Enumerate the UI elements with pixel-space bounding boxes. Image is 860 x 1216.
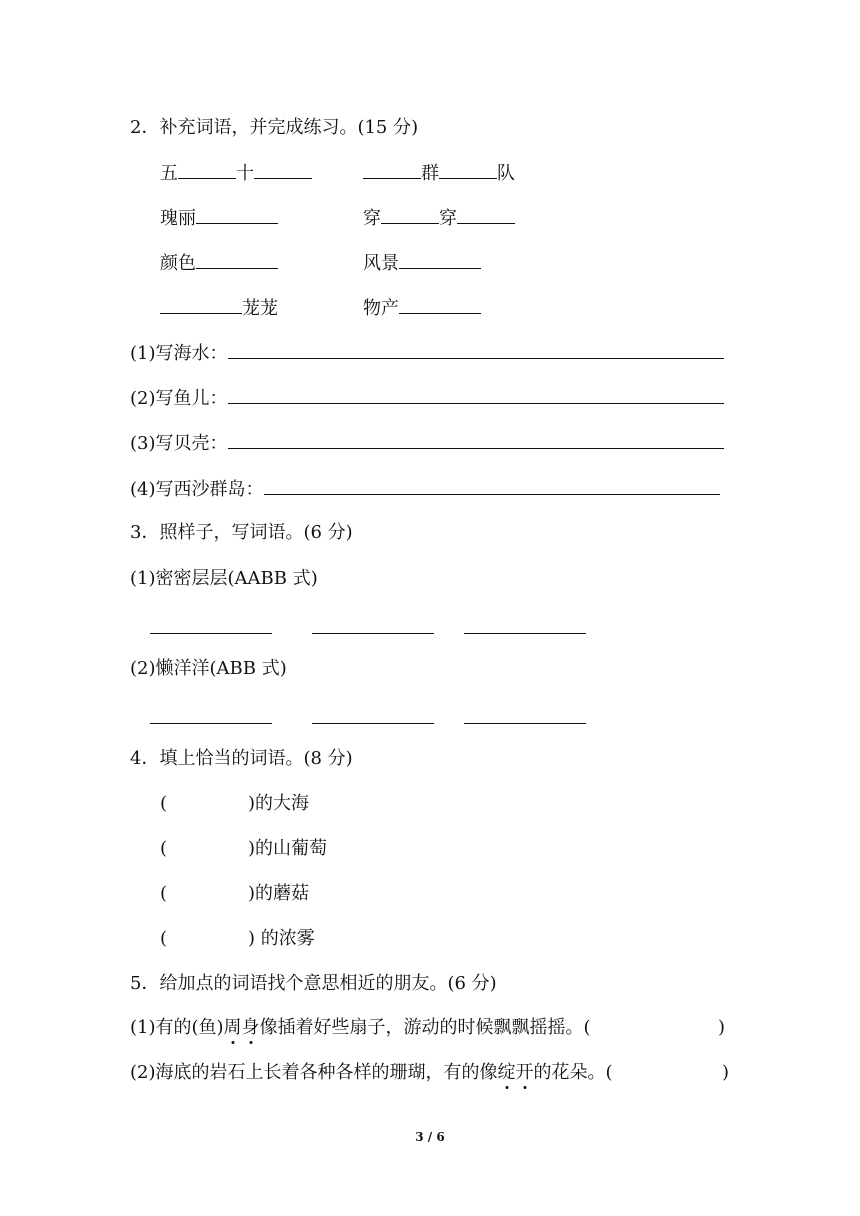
q4-item-text: )的大海: [248, 793, 310, 814]
emphasized-char: 开: [515, 1062, 534, 1083]
q5-title: 5．给加点的词语找个意思相近的朋友。(6 分): [130, 973, 497, 994]
open-paren: (: [160, 883, 168, 904]
close-paren: ): [718, 1017, 726, 1038]
blank[interactable]: [363, 160, 421, 179]
q2-row4-left: [160, 295, 278, 322]
q2-row1-right: [363, 160, 515, 187]
emphasized-char: 绽: [497, 1062, 516, 1083]
blank[interactable]: [381, 205, 439, 224]
char-qun: 群: [421, 163, 439, 184]
answer-line[interactable]: [312, 722, 434, 724]
answer-line[interactable]: [150, 632, 272, 634]
answer-line[interactable]: [264, 476, 720, 495]
char-wu: 五: [160, 163, 178, 184]
sentence-text: 像插着好些扇子，游动的时候飘飘摇摇。(: [259, 1017, 591, 1038]
q2-row2-right: [363, 205, 515, 232]
char-chuan: 穿: [363, 208, 381, 229]
q2-item-label: (4)写西沙群岛：: [130, 479, 264, 500]
word-longlong: 茏茏: [242, 298, 278, 319]
q2-row2-left: [160, 205, 278, 232]
answer-line[interactable]: [312, 632, 434, 634]
q4-title: 4．填上恰当的词语。(8 分): [130, 748, 353, 769]
word-wuchan: 物产: [363, 298, 399, 319]
blank[interactable]: [160, 295, 242, 314]
page-number: 3 / 6: [415, 1130, 445, 1144]
q5-sentence-2: [130, 1060, 730, 1086]
answer-line[interactable]: [464, 632, 586, 634]
q2-title: 2．补充词语，并完成练习。(15 分): [130, 117, 419, 138]
open-paren: (: [160, 838, 168, 859]
blank[interactable]: [399, 295, 481, 314]
q4-item-text: ) 的浓雾: [248, 928, 315, 949]
open-paren: (: [160, 928, 168, 949]
blank[interactable]: [439, 160, 497, 179]
blank[interactable]: [254, 160, 312, 179]
q2-row3-left: [160, 250, 278, 277]
blank[interactable]: [196, 205, 278, 224]
q2-item-label: (1)写海水：: [130, 343, 228, 364]
answer-line[interactable]: [228, 430, 724, 449]
q2-row4-right: [363, 295, 481, 322]
q2-item-3: [130, 430, 724, 456]
q2-item-label: (2)写鱼儿：: [130, 388, 228, 409]
answer-line[interactable]: [150, 722, 272, 724]
q2-item-2: [130, 385, 724, 411]
word-guili: 瑰丽: [160, 208, 196, 229]
q3-sub-1: (1)密密层层(AABB 式): [130, 568, 318, 589]
q2-item-1: [130, 340, 724, 366]
answer-line[interactable]: [228, 340, 724, 359]
word-fengjing: 风景: [363, 253, 399, 274]
close-paren: ): [722, 1062, 730, 1083]
char-dui: 队: [497, 163, 515, 184]
blank[interactable]: [457, 205, 515, 224]
sentence-text: 的花朵。(: [533, 1062, 613, 1083]
q2-item-label: (3)写贝壳：: [130, 433, 228, 454]
char-shi: 十: [236, 163, 254, 184]
q5-sentence-1: [130, 1015, 730, 1041]
answer-line[interactable]: [464, 722, 586, 724]
emphasized-char: 周: [223, 1017, 242, 1038]
char-chuan: 穿: [439, 208, 457, 229]
word-yanse: 颜色: [160, 253, 196, 274]
q3-title: 3．照样子，写词语。(6 分): [130, 522, 353, 543]
q4-item-text: )的蘑菇: [248, 883, 310, 904]
answer-line[interactable]: [228, 385, 724, 404]
sentence-text: (2)海底的岩石上长着各种各样的珊瑚，有的像: [130, 1062, 498, 1083]
open-paren: (: [160, 793, 168, 814]
blank[interactable]: [196, 250, 278, 269]
q3-sub-2: (2)懒洋洋(ABB 式): [130, 658, 287, 679]
emphasized-char: 身: [241, 1017, 260, 1038]
sentence-text: (1)有的(鱼): [130, 1017, 224, 1038]
q2-item-4: [130, 476, 720, 502]
q2-row1-left: [160, 160, 312, 187]
q2-row3-right: [363, 250, 481, 277]
q4-item-text: )的山葡萄: [248, 838, 328, 859]
blank[interactable]: [399, 250, 481, 269]
blank[interactable]: [178, 160, 236, 179]
